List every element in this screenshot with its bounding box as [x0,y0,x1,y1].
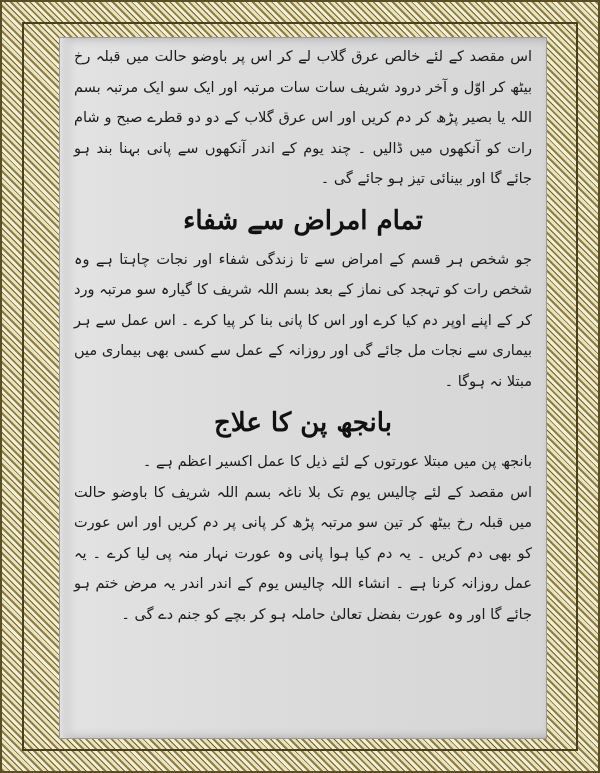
heading-cure-all-diseases: تمام امراض سے شفاء [183,205,423,236]
infertility-intro-line: بانجھ پن میں مبتلا عورتوں کے لئے ذیل کا عمل اکسیر اعظم ہے ۔ [142,454,532,470]
eye-remedy-paragraph: اس مقصد کے لئے خالص عرق گلاب لے کر اس پر باوضو حالت میں قبلہ رخ بیٹھ کر اوّل و آخر درود شریف سات سات مرتبہ اور ایک سو ایک مرتبہ بسم اللہ یا بصیر پڑھ کر دم کریں اور اس عرق گلاب کے دو دو قطرے صبح و شام رات کو آنکھوں میں ڈالیں ۔ چند یوم کے اندر آنکھوں سے پانی بہنا بند ہو جائے گا اور بینائی تیز ہو جائے گی ۔ [74,49,532,187]
heading-infertility-treatment: بانجھ پن کا علاج [214,408,392,438]
cure-all-diseases-paragraph: جو شخص ہر قسم کے امراض سے تا زندگی شفاء اور نجات چاہتا ہے وہ شخص رات کو تہجد کی نماز کے بعد بسم اللہ شریف کا گیارہ سو مرتبہ ورد کر کے اپنے اوپر دم کیا کرے اور اس کا پانی بنا کر پیا کرے ۔ اس عمل سے ہر بیماری سے نجات مل جائے گی اور روزانہ کے عمل سے کسی بھی بیماری میں مبتلا نہ ہوگا ۔ [74,251,532,390]
infertility-treatment-paragraph: اس مقصد کے لئے چالیس یوم تک بلا ناغہ بسم اللہ شریف کا باوضو حالت میں قبلہ رخ بیٹھ کر تین سو مرتبہ پڑھ کر پانی پر دم کریں اور اس عورت کو بھی دم کریں ۔ یہ دم کیا ہوا پانی وہ عورت نہار منہ پی لیا کرے ۔ یہ عمل روزانہ کرنا ہے ۔ انشاء اللہ چالیس یوم کے اندر اندر یہ مرض ختم ہو جائے گا اور وہ عورت بفضل تعالیٰ حاملہ ہو کر بچے کو جنم دے گی ۔ [74,484,532,623]
book-page [60,38,546,738]
